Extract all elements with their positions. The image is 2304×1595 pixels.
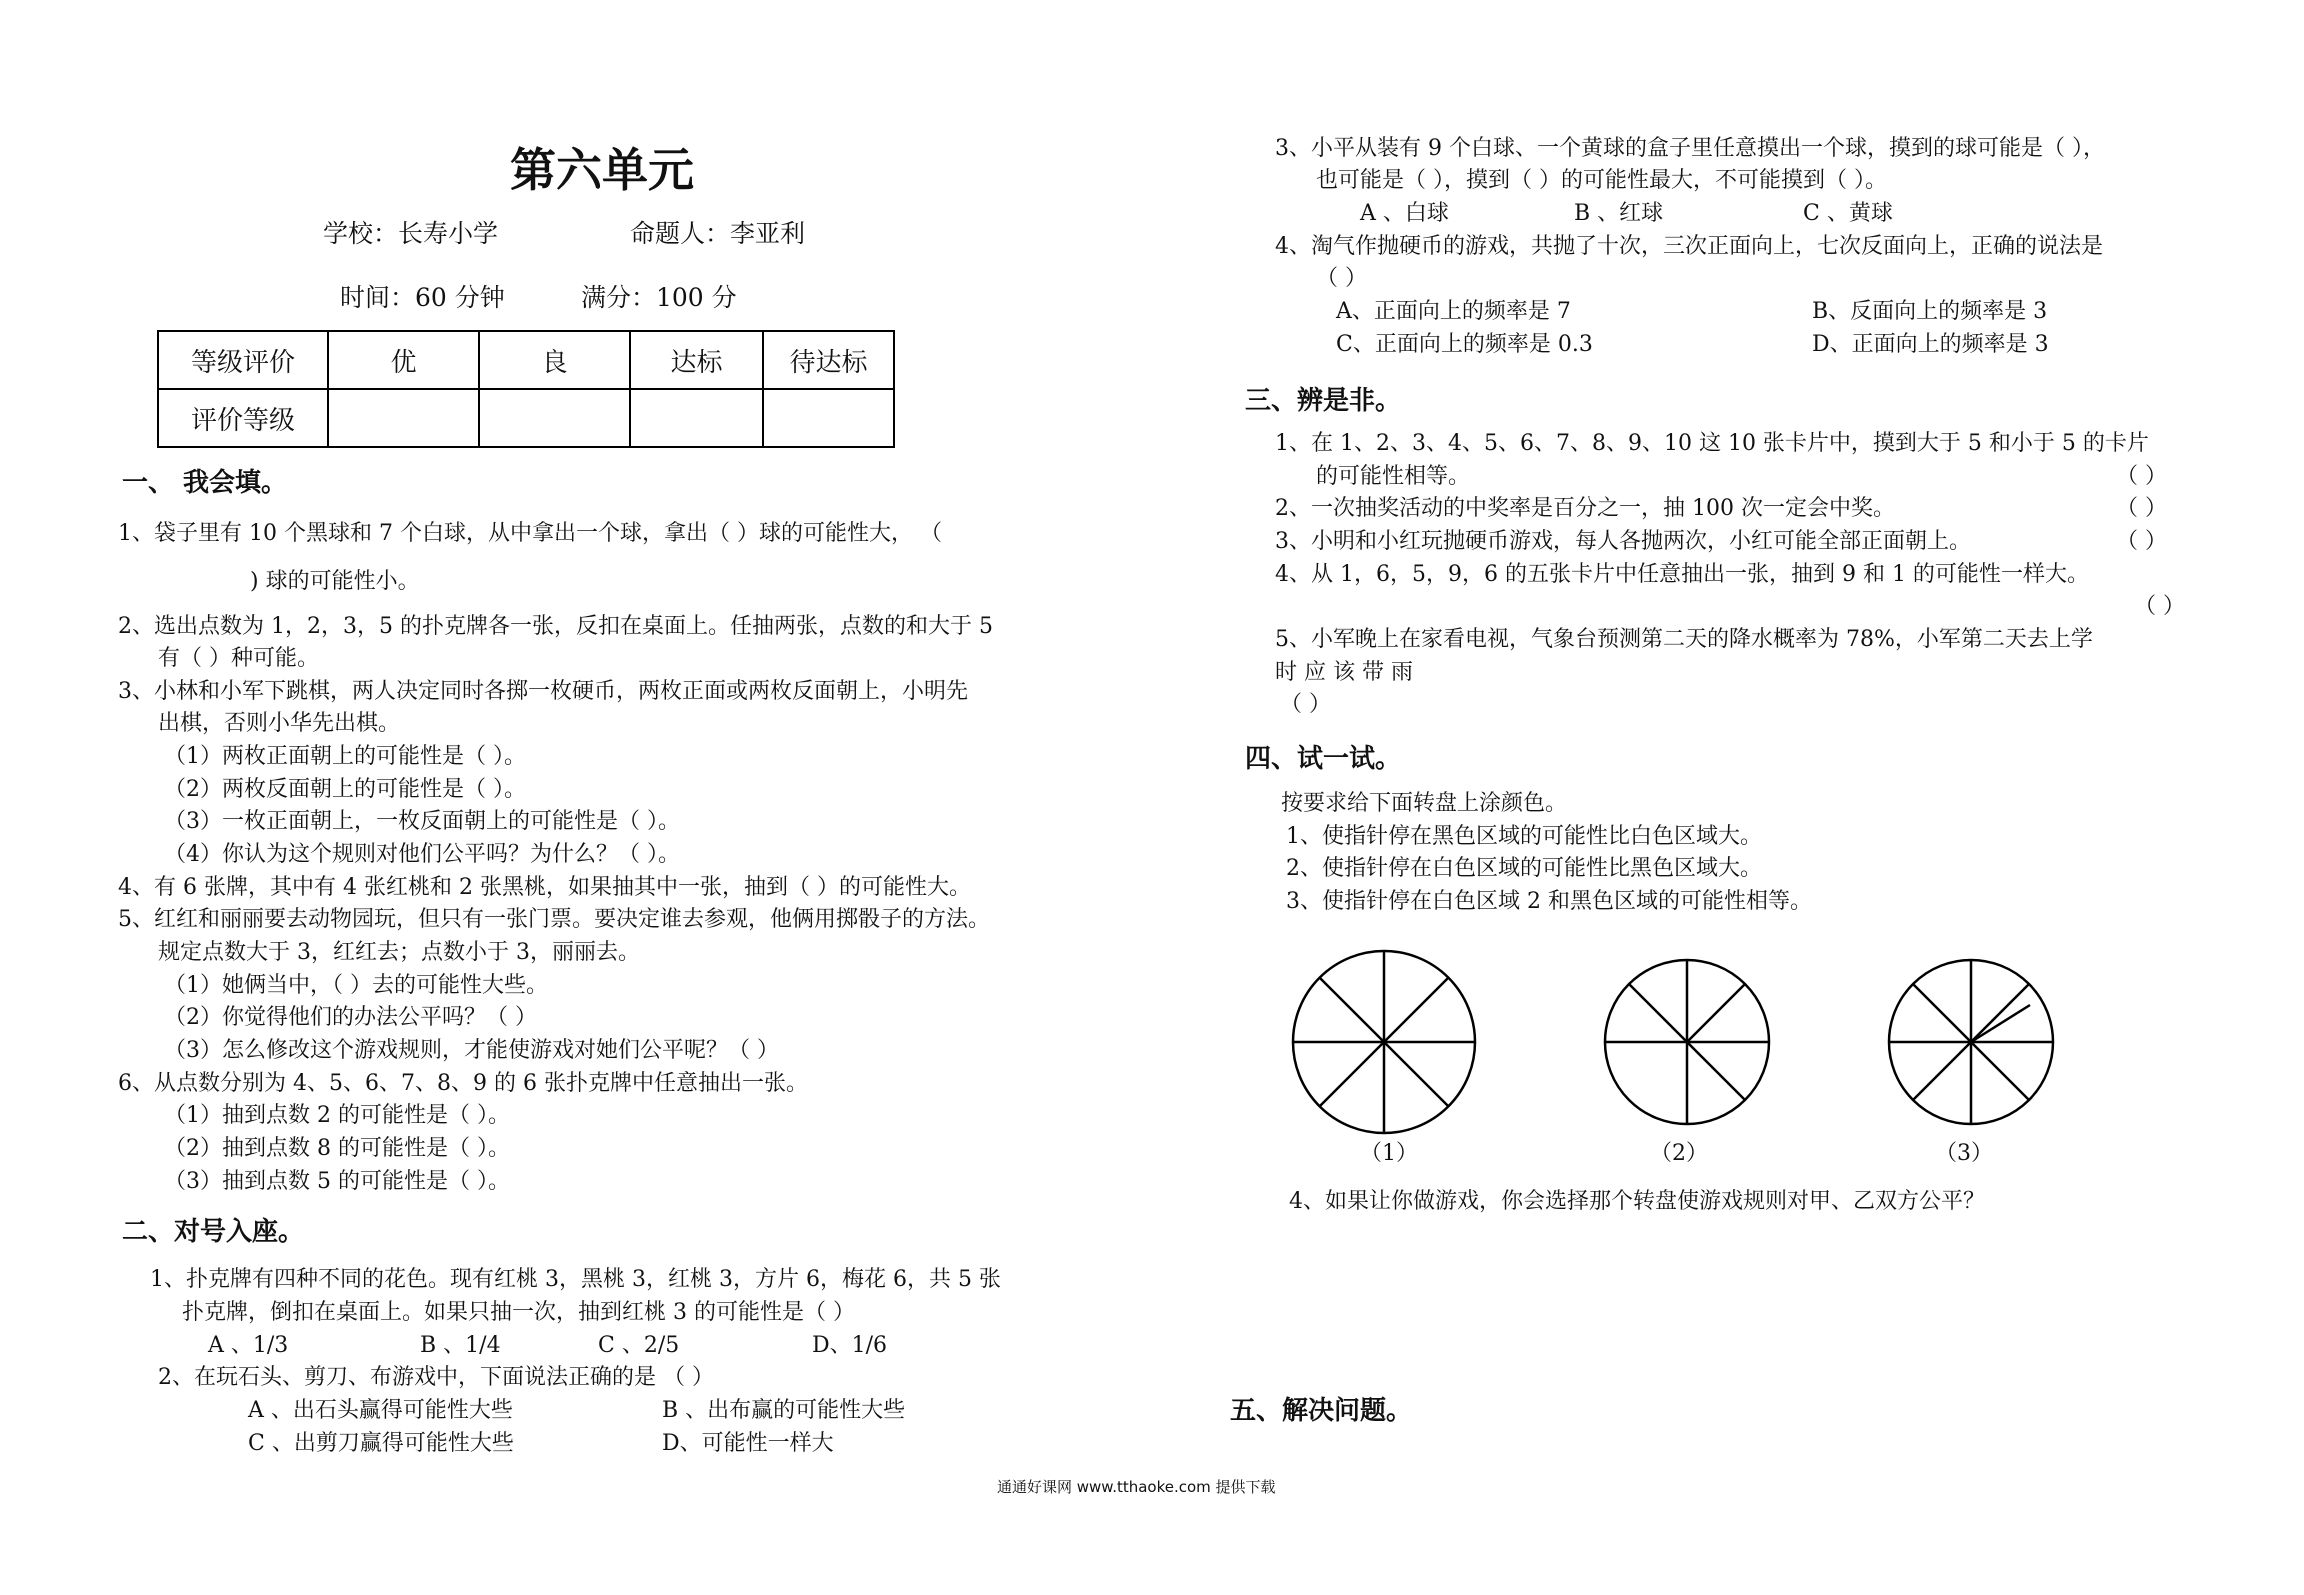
- s2c-option: C、正面向上的频率是 0.3: [1336, 332, 1593, 357]
- s4-line: 按要求给下面转盘上涂颜色。: [1281, 791, 1568, 816]
- s2c-line: （ ）: [1316, 266, 1367, 291]
- s3-line: 3、小明和小红玩抛硬币游戏，每人各抛两次，小红可能全部正面朝上。: [1275, 529, 1971, 554]
- grade-table: [157, 330, 895, 448]
- s1-line: （1）抽到点数 2 的可能性是（ ）。: [164, 1103, 510, 1128]
- s2-option: A 、出石头赢得可能性大些: [248, 1398, 513, 1423]
- s4-line: 1、使指针停在黑色区域的可能性比白色区域大。: [1286, 824, 1762, 849]
- grade-table-header-row: [158, 331, 894, 389]
- section-5-heading: 五、解决问题。: [1230, 1396, 1413, 1426]
- s2-line: 1、扑克牌有四种不同的花色。现有红桃 3，黑桃 3，红桃 3，方片 6，梅花 6，共 5 张: [150, 1267, 1001, 1292]
- s2-option: C 、2/5: [598, 1333, 680, 1358]
- grade-empty-cell[interactable]: [763, 389, 894, 447]
- s1-line: 6、从点数分别为 4、5、6、7、8、9 的 6 张扑克牌中任意抽出一张。: [118, 1071, 808, 1096]
- s2c-line: 也可能是（ ），摸到（ ）的可能性最大，不可能摸到（ ）。: [1316, 168, 1887, 193]
- footer-credit: 通通好课网 www.tthaoke.com 提供下载: [997, 1478, 1276, 1496]
- s2c-option: D、正面向上的频率是 3: [1812, 332, 2049, 357]
- grade-table-row: [158, 389, 894, 447]
- grade-row-label: 评价等级: [158, 389, 328, 447]
- s2-option: B 、1/4: [420, 1333, 501, 1358]
- s1-line: （1）她俩当中，（ ）去的可能性大些。: [164, 973, 548, 998]
- spinner-1-label: （1）: [1360, 1141, 1418, 1166]
- grade-empty-cell[interactable]: [479, 389, 630, 447]
- s2-option: D、1/6: [812, 1333, 888, 1358]
- s1-line: 出棋，否则小华先出棋。: [158, 711, 401, 736]
- s1-line: （2）两枚反面朝上的可能性是（ ）。: [164, 777, 526, 802]
- s2c-option: B 、红球: [1574, 201, 1664, 226]
- s1-line: （3）抽到点数 5 的可能性是（ ）。: [164, 1169, 510, 1194]
- s3-line: 2、一次抽奖活动的中奖率是百分之一，抽 100 次一定会中奖。: [1275, 496, 1895, 521]
- s4-line: 3、使指针停在白色区域 2 和黑色区域的可能性相等。: [1286, 889, 1812, 914]
- s1-line: 规定点数大于 3，红红去；点数小于 3，丽丽去。: [158, 940, 640, 965]
- s1-line: （1）两枚正面朝上的可能性是（ ）。: [164, 744, 526, 769]
- s2c-option: B、反面向上的频率是 3: [1812, 299, 2048, 324]
- spinner-1: [1288, 946, 1480, 1138]
- section-3-heading: 三、辨是非。: [1245, 386, 1402, 416]
- s3-line: 1、在 1、2、3、4、5、6、7、8、9、10 这 10 张卡片中，摸到大于 5 和小于 5 的卡片: [1275, 431, 2149, 456]
- grade-header-cell: 待达标: [763, 331, 894, 389]
- s2c-line: 3、小平从装有 9 个白球、一个黄球的盒子里任意摸出一个球，摸到的球可能是（ ），: [1275, 136, 2105, 161]
- s2c-option: A 、白球: [1360, 201, 1449, 226]
- s1-line: （4）你认为这个规则对他们公平吗？为什么？（ ）。: [164, 842, 680, 867]
- page-title: 第六单元: [510, 143, 694, 197]
- s2-option: B 、出布赢的可能性大些: [662, 1398, 906, 1423]
- s2c-option: C 、黄球: [1803, 201, 1893, 226]
- grade-header-cell: 达标: [630, 331, 763, 389]
- grade-header-cell: 等级评价: [158, 331, 328, 389]
- s2-option: D、可能性一样大: [662, 1431, 834, 1456]
- s3-bracket: （ ）: [2116, 529, 2167, 554]
- s3-bracket: （ ）: [2134, 594, 2185, 619]
- s1-line: 2、选出点数为 1，2，3，5 的扑克牌各一张，反扣在桌面上。任抽两张，点数的和大于 5: [118, 614, 993, 639]
- s1-line: 1、袋子里有 10 个黑球和 7 个白球，从中拿出一个球，拿出（ ）球的可能性大， （: [118, 521, 942, 546]
- spinner-2: [1591, 946, 1783, 1138]
- s4-line: 2、使指针停在白色区域的可能性比黑色区域大。: [1286, 856, 1762, 881]
- s2-option: C 、出剪刀赢得可能性大些: [248, 1431, 514, 1456]
- s2-line: 扑克牌，倒扣在桌面上。如果只抽一次，抽到红桃 3 的可能性是（ ）: [182, 1300, 855, 1325]
- s1-line: （3）一枚正面朝上，一枚反面朝上的可能性是（ ）。: [164, 809, 680, 834]
- section-1-heading: 一、 我会填。: [122, 468, 288, 498]
- s1-line: 4、有 6 张牌，其中有 4 张红桃和 2 张黑桃，如果抽其中一张，抽到（ ）的可能性大。: [118, 875, 971, 900]
- grade-header-cell: 优: [328, 331, 479, 389]
- school-line: 学校：长寿小学: [323, 219, 499, 248]
- s3-line: （ ）: [1280, 692, 1331, 717]
- s4-line: 4、如果让你做游戏，你会选择那个转盘使游戏规则对甲、乙双方公平？: [1289, 1189, 1985, 1214]
- section-2-heading: 二、对号入座。: [122, 1217, 305, 1247]
- s1-line: ) 球的可能性小。: [250, 569, 420, 594]
- grade-empty-cell[interactable]: [630, 389, 763, 447]
- s2-option: A 、1/3: [208, 1333, 289, 1358]
- s1-line: 有（ ）种可能。: [158, 646, 319, 671]
- s2c-line: 4、淘气作抛硬币的游戏，共抛了十次，三次正面向上，七次反面向上，正确的说法是: [1275, 234, 2103, 259]
- s3-line: 5、小军晚上在家看电视，气象台预测第二天的降水概率为 78%，小军第二天去上学: [1275, 627, 2093, 652]
- spinner-3-label: （3）: [1935, 1141, 1993, 1166]
- score-line: 满分：100 分: [581, 283, 737, 312]
- author-line: 命题人：李亚利: [630, 219, 806, 248]
- s1-line: （2）抽到点数 8 的可能性是（ ）。: [164, 1136, 510, 1161]
- s2c-option: A、正面向上的频率是 7: [1336, 299, 1571, 324]
- section-4-heading: 四、试一试。: [1245, 744, 1402, 774]
- s1-line: 5、红红和丽丽要去动物园玩，但只有一张门票。要决定谁去参观，他俩用掷骰子的方法。: [118, 907, 991, 932]
- grade-empty-cell[interactable]: [328, 389, 479, 447]
- s3-bracket: （ ）: [2116, 464, 2167, 489]
- spinner-2-label: （2）: [1650, 1141, 1708, 1166]
- grade-header-cell: 良: [479, 331, 630, 389]
- s1-line: 3、小林和小军下跳棋，两人决定同时各掷一枚硬币，两枚正面或两枚反面朝上，小明先: [118, 679, 968, 704]
- time-line: 时间：60 分钟: [340, 283, 505, 312]
- spinner-3: [1875, 946, 2067, 1138]
- s3-line: 时 应 该 带 雨: [1275, 660, 1413, 685]
- s1-line: （2）你觉得他们的办法公平吗？（ ）: [164, 1005, 537, 1030]
- s2-line: 2、在玩石头、剪刀、布游戏中，下面说法正确的是 （ ）: [158, 1365, 714, 1390]
- s3-bracket: （ ）: [2116, 496, 2167, 521]
- s3-line: 的可能性相等。: [1316, 464, 1471, 489]
- s3-line: 4、从 1，6，5，9，6 的五张卡片中任意抽出一张，抽到 9 和 1 的可能性一样大。: [1275, 562, 2089, 587]
- s1-line: （3）怎么修改这个游戏规则，才能使游戏对她们公平呢？（ ）: [164, 1038, 779, 1063]
